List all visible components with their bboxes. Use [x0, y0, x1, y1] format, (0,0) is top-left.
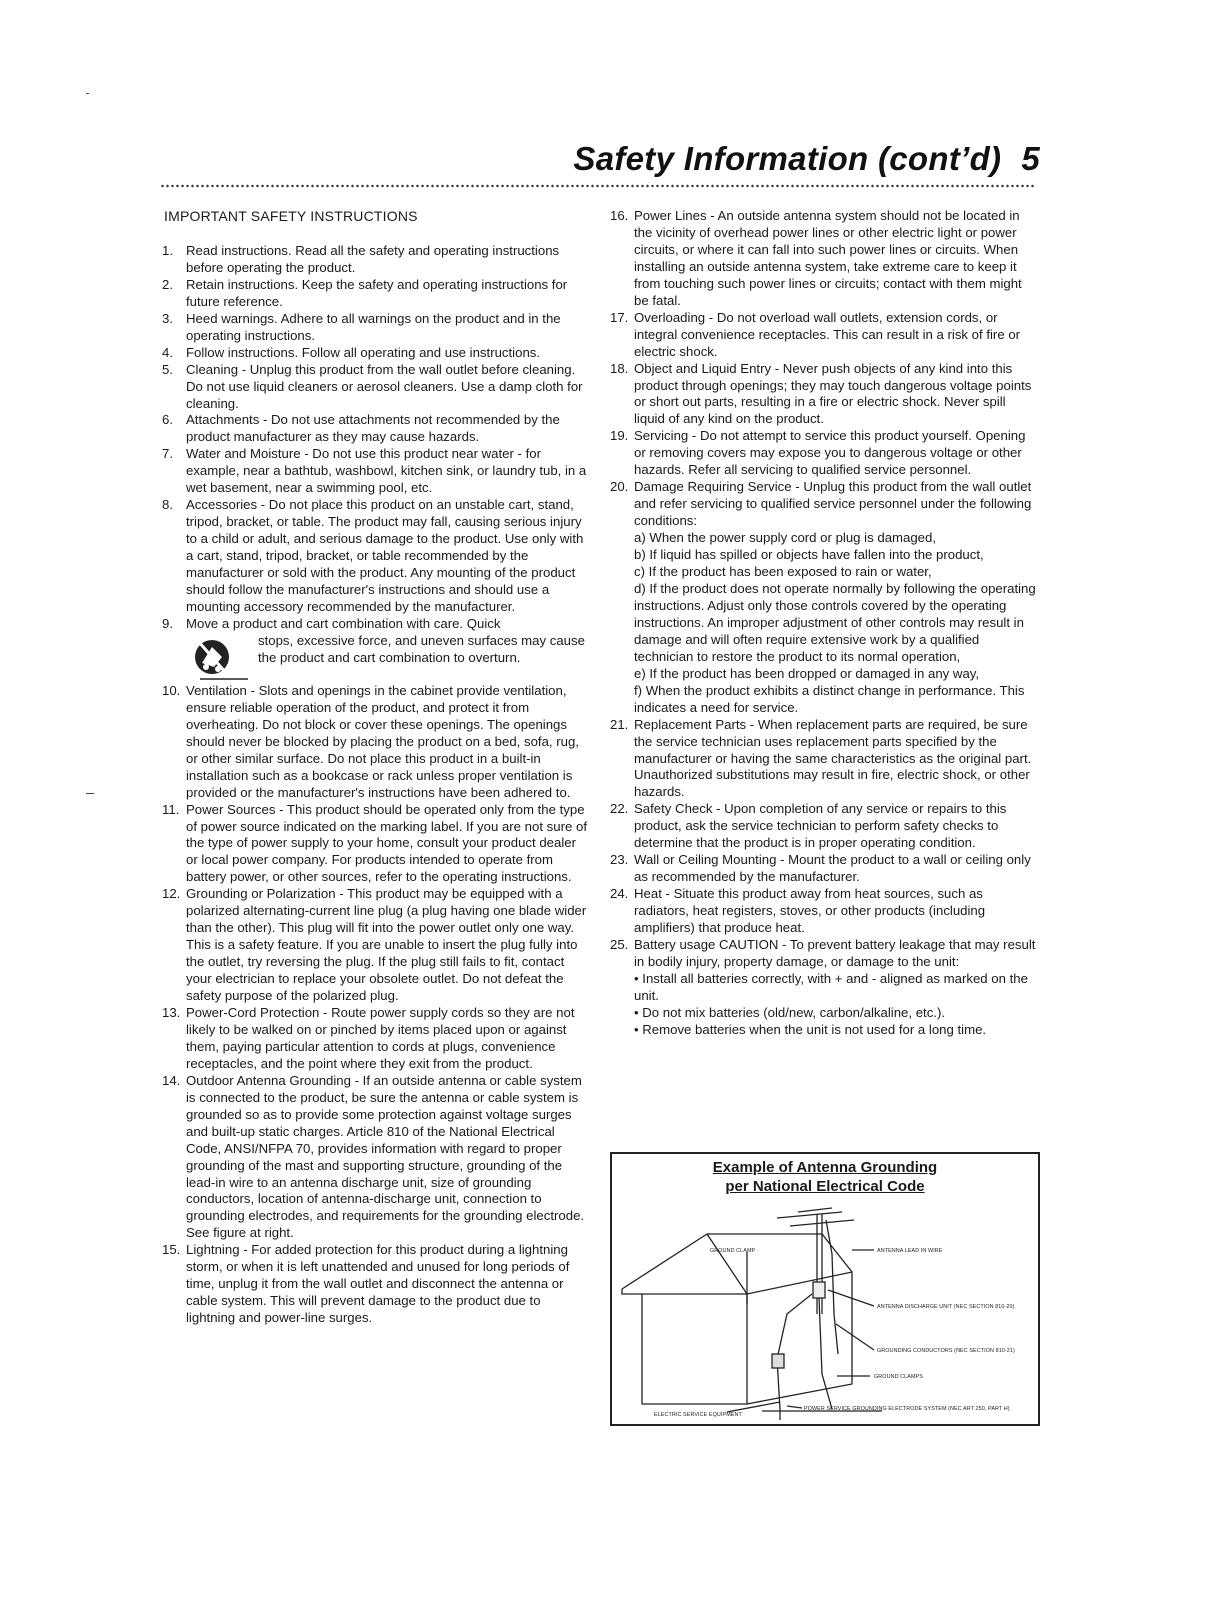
item-number: 14. — [162, 1072, 181, 1088]
label-grounding-conductors: GROUNDING CONDUCTORS (NEC SECTION 810-21) — [877, 1348, 1015, 1354]
item-text: Overloading - Do not overload wall outlets, extension cords, or integral convenience receptacles. This can result in a risk of fire or electric shock. — [634, 309, 1021, 359]
item-number: 16. — [610, 208, 629, 223]
item-subpoint: • Do not mix batteries (old/new, carbon/alkaline, etc.). — [634, 1004, 946, 1020]
item-subpoint: a) When the power supply cord or plug is damaged, — [634, 530, 937, 546]
grounding-illustration — [612, 1154, 1038, 1424]
instruction-item — [610, 937, 1040, 1039]
instruction-item — [162, 345, 590, 362]
diagram-title-line2: per National Electrical Code — [725, 1178, 925, 1195]
item-number: 25. — [610, 936, 629, 952]
label-antenna-lead-in: ANTENNA LEAD IN WIRE — [877, 1248, 943, 1254]
item-number: 10. — [162, 682, 181, 698]
item-number: 21. — [610, 716, 629, 732]
instruction-item — [162, 277, 590, 311]
diagram-title-line1: Example of Antenna Grounding — [712, 1159, 938, 1176]
scan-mark — [86, 93, 89, 94]
item-text: Outdoor Antenna Grounding - If an outside antenna or cable system is connected to the product, be sure the antenna or cable system is grounded so as to provide some protection against voltage surges and built-up static charges. Article 810 of the National Electrical Code, ANSI/NFPA 70, provides information with regard to proper grounding of the mast and supporting structure, grounding of the lead-in wire to an antenna discharge unit, size of grounding conductors, location of antenna-discharge unit, connection to grounding electrodes, and requirements for the grounding electrode. See figure at right. — [186, 1072, 585, 1241]
item-number: 9. — [162, 615, 173, 631]
item-number: 15. — [162, 1242, 181, 1258]
item-text: Wall or Ceiling Mounting - Mount the product to a wall or ceiling only as recommended by the manufacturer. — [634, 852, 1031, 885]
section-title: IMPORTANT SAFETY INSTRUCTIONS — [164, 208, 418, 224]
right-column — [610, 208, 1040, 1039]
instruction-item — [162, 446, 590, 497]
item-number: 7. — [162, 446, 173, 462]
item-subpoint: d) If the product does not operate normally by following the operating instructions. Adjust only those controls covered by the operating instructions. An improper adjustment of other controls may result in damage and will often require extensive work by a qualified technician to restore the product to its normal operation, — [634, 580, 1036, 664]
item-text: Grounding or Polarization - This product may be equipped with a polarized alternating-current line plug (a plug having one blade wider than the other). This plug will fit into the power outlet only one way. This is a safety feature. If you are unable to insert the plug fully into the outlet, try reversing the plug. If the plug still fails to fit, contact your electrician to replace your obsolete outlet. Do not defeat the safety purpose of the polarized plug. — [186, 886, 587, 1004]
item-number: 12. — [162, 886, 181, 902]
instruction-item — [162, 497, 590, 616]
cart-tip-warning-icon — [190, 633, 250, 683]
item-number: 19. — [610, 428, 629, 444]
item-subpoint: • Remove batteries when the unit is not used for a long time. — [634, 1021, 987, 1037]
item-text: Cleaning - Unplug this product from the wall outlet before cleaning. Do not use liquid cleaners or aerosol cleaners. Use a damp cloth for cleaning. — [186, 361, 583, 411]
item-subpoint: e) If the product has been dropped or damaged in any way, — [634, 665, 980, 681]
item-text: Power Sources - This product should be operated only from the type of power source indicated on the marking label. If you are not sure of the type of power supply to your home, consult your product dealer or local power company. For products intended to operate from battery power, or other sources, refer to the operating instructions. — [186, 801, 587, 885]
item-text: Move a product and cart combination with care. Quick — [186, 615, 501, 631]
item-number: 24. — [610, 886, 629, 902]
instruction-item — [162, 412, 590, 446]
house-front — [622, 1289, 747, 1404]
instruction-item — [610, 717, 1040, 802]
item-text: Heed warnings. Adhere to all warnings on the product and in the operating instructions. — [186, 310, 561, 343]
item-number: 3. — [162, 310, 173, 326]
page-number: 5 — [1021, 140, 1040, 177]
item-subpoint: f) When the product exhibits a distinct change in performance. This indicates a need for service. — [634, 682, 1025, 715]
label-ground-clamps: GROUND CLAMPS — [874, 1374, 923, 1380]
instruction-item — [610, 479, 1040, 716]
instruction-item — [162, 1242, 590, 1327]
instruction-item — [610, 208, 1040, 310]
item-text: Retain instructions. Keep the safety and operating instructions for future reference. — [186, 276, 568, 309]
page-title: Safety Information (cont’d) — [573, 140, 1002, 177]
instruction-item — [162, 1005, 590, 1073]
instruction-item — [610, 801, 1040, 852]
item-text: Heat - Situate this product away from heat sources, such as radiators, heat registers, stoves, or other products (including amplifiers) that produce heat. — [634, 886, 986, 936]
item-number: 1. — [162, 242, 173, 258]
dotted-divider — [160, 184, 1036, 188]
item-text: Object and Liquid Entry - Never push objects of any kind into this product through openings; they may touch dangerous voltage points or short out parts, resulting in a fire or electric shock. Never spill liquid of any kind on the product. — [634, 360, 1032, 427]
scan-mark — [86, 793, 94, 794]
item-number: 11. — [162, 801, 180, 817]
item-text: Power Lines - An outside antenna system should not be located in the vicinity of overhead power lines or other electric light or power circuits, or where it can fall into such power lines or circuits. When installing an outside antenna system, take extreme care to keep it from touching such power lines or circuits; contact with them might be fatal. — [634, 208, 1022, 308]
item-text: Follow instructions. Follow all operating and use instructions. — [186, 344, 541, 360]
item-text: Attachments - Do not use attachments not recommended by the product manufacturer as they may cause hazards. — [186, 412, 560, 445]
instruction-item — [610, 886, 1040, 937]
item-text: Servicing - Do not attempt to service this product yourself. Opening or removing covers may expose you to dangerous voltage or other hazards. Refer all servicing to qualified service personnel. — [634, 428, 1026, 478]
item-number: 4. — [162, 344, 173, 360]
item-subpoint: • Install all batteries correctly, with + and - aligned as marked on the unit. — [634, 970, 1028, 1003]
item-text: Battery usage CAUTION - To prevent battery leakage that may result in bodily injury, property damage, or damage to the unit: — [634, 936, 1036, 969]
instruction-item — [610, 428, 1040, 479]
instruction-item — [610, 361, 1040, 429]
item-number: 8. — [162, 497, 173, 513]
instruction-list-left — [162, 243, 590, 1327]
instruction-item — [162, 683, 590, 802]
instruction-item — [162, 616, 590, 683]
instruction-item — [610, 852, 1040, 886]
item-number: 17. — [610, 309, 629, 325]
item-number: 18. — [610, 360, 629, 376]
item-number: 23. — [610, 852, 629, 868]
tip-warning-block — [186, 633, 590, 683]
page-header — [160, 140, 1040, 178]
item-text: Replacement Parts - When replacement parts are required, be sure the service technician uses replacement parts specified by the manufacturer or having the same characteristics as the original part. Unauthorized substitutions may result in fire, electric shock, or other hazards. — [634, 716, 1032, 800]
item-text: Power-Cord Protection - Route power supply cords so they are not likely to be walked on or pinched by items placed upon or against them, paying particular attention to cords at plugs, convenience receptacles, and the point where they exit from the product. — [186, 1004, 575, 1071]
item-number: 6. — [162, 412, 173, 428]
label-antenna-discharge: ANTENNA DISCHARGE UNIT (NEC SECTION 810-20) — [877, 1304, 1015, 1310]
item-text: Damage Requiring Service - Unplug this product from the wall outlet and refer servicing to qualified service personnel under the following conditions: — [634, 479, 1032, 529]
item-subpoint: c) If the product has been exposed to rain or water, — [634, 564, 932, 580]
instruction-item — [162, 243, 590, 277]
instruction-item — [610, 310, 1040, 361]
item-number: 5. — [162, 361, 173, 377]
instruction-item — [162, 1073, 590, 1243]
label-ground-clamp: GROUND CLAMP — [710, 1248, 756, 1254]
left-column — [162, 208, 590, 1327]
item-text: Lightning - For added protection for this product during a lightning storm, or when it is left unattended and unused for long periods of time, unplug it from the wall outlet and disconnect the antenna or cable system. This will prevent damage to the product due to lightning and power-line surges. — [186, 1242, 570, 1326]
item-subpoint: b) If liquid has spilled or objects have fallen into the product, — [634, 547, 984, 563]
label-power-service: POWER SERVICE GROUNDING ELECTRODE SYSTEM (NEC ART 250, PART H) — [804, 1406, 1010, 1412]
item-number: 13. — [162, 1004, 181, 1020]
instruction-item — [162, 886, 590, 1005]
item-number: 22. — [610, 801, 629, 817]
antenna-grounding-diagram — [610, 1152, 1040, 1426]
item-text: Ventilation - Slots and openings in the cabinet provide ventilation, ensure reliable operation of the product, and protect it from overheating. Do not block or cover these openings. The openings should never be blocked by placing the product on a bed, sofa, rug, or other similar surface. Do not place this product in a built-in installation such as a bookcase or rack unless proper ventilation is provided or the manufacturer's instructions have been adhered to. — [186, 682, 579, 800]
item-number: 2. — [162, 276, 173, 292]
instruction-item — [162, 802, 590, 887]
label-electric-service: ELECTRIC SERVICE EQUIPMENT — [654, 1412, 742, 1418]
item-text: Read instructions. Read all the safety and operating instructions before operating the product. — [186, 242, 560, 275]
item-text-continued: stops, excessive force, and uneven surfaces may cause the product and cart combination to overturn. — [258, 632, 585, 665]
instruction-item — [162, 362, 590, 413]
instruction-item — [162, 311, 590, 345]
instruction-list-right — [610, 208, 1040, 1039]
item-text: Safety Check - Upon completion of any service or repairs to this product, ask the service technician to perform safety checks to determine that the product is in proper operating condition. — [634, 801, 1007, 851]
item-text: Water and Moisture - Do not use this product near water - for example, near a bathtub, washbowl, kitchen sink, or laundry tub, in a wet basement, near a swimming pool, etc. — [186, 446, 587, 496]
item-number: 20. — [610, 479, 629, 495]
item-text: Accessories - Do not place this product on an unstable cart, stand, tripod, bracket, or table. The product may fall, causing serious injury to a child or adult, and serious damage to the product. Use only with a cart, stand, tripod, bracket, or table recommended by the manufacturer or sold with the product. Any mounting of the product should follow the manufacturer's instructions and should use a mounting accessory recommended by the manufacturer. — [186, 497, 584, 614]
